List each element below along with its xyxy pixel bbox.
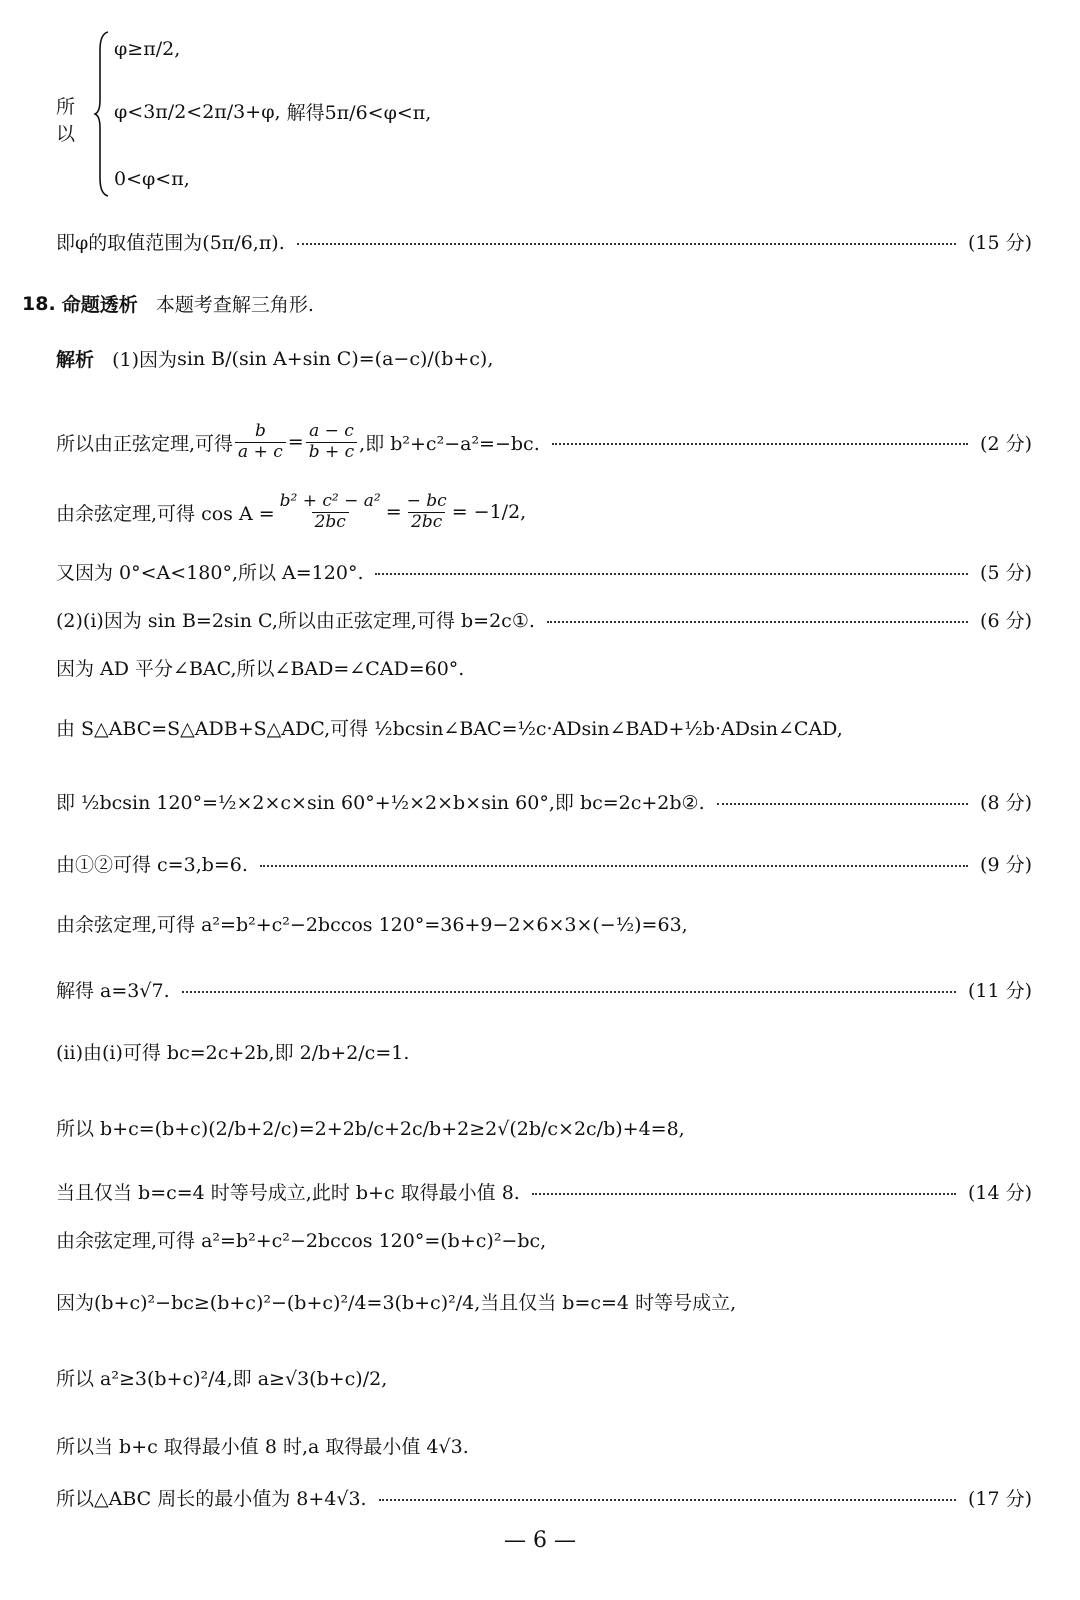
part2-ii-line: (ⅱ)由(ⅰ)可得 bc=2c+2b,即 2/b+2/c=1.	[56, 1042, 410, 1064]
inequality-line: 因为(b+c)²−bc≥(b+c)²−(b+c)²/4=3(b+c)²/4,当且仅当 b=c=4 时等号成立,	[56, 1292, 737, 1314]
part1-intro: 解析 (1)因为 sin B/(sin A+sin C)=(a−c)/(b+c),	[56, 347, 494, 371]
a-min-line: 所以当 b+c 取得最小值 8 时,a 取得最小值 4√3.	[56, 1436, 469, 1458]
a-squared-bound-line: 所以 a²≥3(b+c)²/4,即 a≥√3(b+c)/2,	[56, 1368, 388, 1390]
part2-i-line: (2)(ⅰ)因为 sin B=2sin C,所以由正弦定理,可得 b=2c①. (6 分)	[56, 610, 1032, 632]
a-value-line: 解得 a=3√7. (11 分)	[56, 980, 1032, 1002]
sine-rule-line: 所以由正弦定理,可得 $\frac{b}{a + c}$ = $\frac{a - c}{b + c}$ ,即 b²+c²−a²=−bc. (2 分)	[56, 421, 1032, 462]
a-squared-line: 由余弦定理,可得 a²=b²+c²−2bccos 120°=36+9−2×6×3×(−½)=63,	[56, 914, 688, 936]
bc-relation-line: 即 ½bcsin 120°=½×2×c×sin 60°+½×2×b×sin 60°,即 bc=2c+2b②. (8 分)	[56, 792, 1032, 814]
brace-label: 所以	[56, 96, 76, 145]
brace-line-2: φ<3π/2<2π/3+φ, 解得5π/6<φ<π,	[114, 100, 432, 124]
perimeter-line: 所以△ABC 周长的最小值为 8+4√3. (17 分)	[56, 1488, 1032, 1510]
equality-condition-line: 当且仅当 b=c=4 时等号成立,此时 b+c 取得最小值 8. (14 分)	[56, 1182, 1032, 1204]
angle-a-line: 又因为 0°<A<180°,所以 A=120°. (5 分)	[56, 562, 1032, 584]
phi-range-line: 即φ的取值范围为(5π/6,π). (15 分)	[56, 232, 1032, 254]
brace-line-3: 0<φ<π,	[114, 168, 190, 190]
bisector-line: 因为 AD 平分∠BAC,所以∠BAD=∠CAD=60°.	[56, 658, 465, 680]
b-plus-c-inequality-line: 所以 b+c=(b+c)(2/b+2/c)=2+2b/c+2c/b+2≥2√(2b/c×2c/b)+4=8,	[56, 1118, 685, 1140]
brace-line-1: φ≥π/2,	[114, 38, 181, 60]
cosine-rule-line: 由余弦定理,可得 cos A = $\frac{\text{b² + c² − a²}}{2bc}$ = $\frac{- bc}{2bc}$ = −1/2,	[56, 491, 527, 532]
c-b-values-line: 由①②可得 c=3,b=6. (9 分)	[56, 854, 1032, 876]
area-equation-line: 由 S△ABC=S△ADB+S△ADC,可得 ½bcsin∠BAC=½c·ADsin∠BAD+½b·ADsin∠CAD,	[56, 718, 843, 740]
page-number: — 6 —	[504, 1528, 576, 1553]
left-brace-icon	[94, 30, 110, 198]
cosine-rule-2-line: 由余弦定理,可得 a²=b²+c²−2bccos 120°=(b+c)²−bc,	[56, 1230, 547, 1252]
question-18-header: 18. 命题透析 本题考查解三角形.	[22, 292, 314, 316]
